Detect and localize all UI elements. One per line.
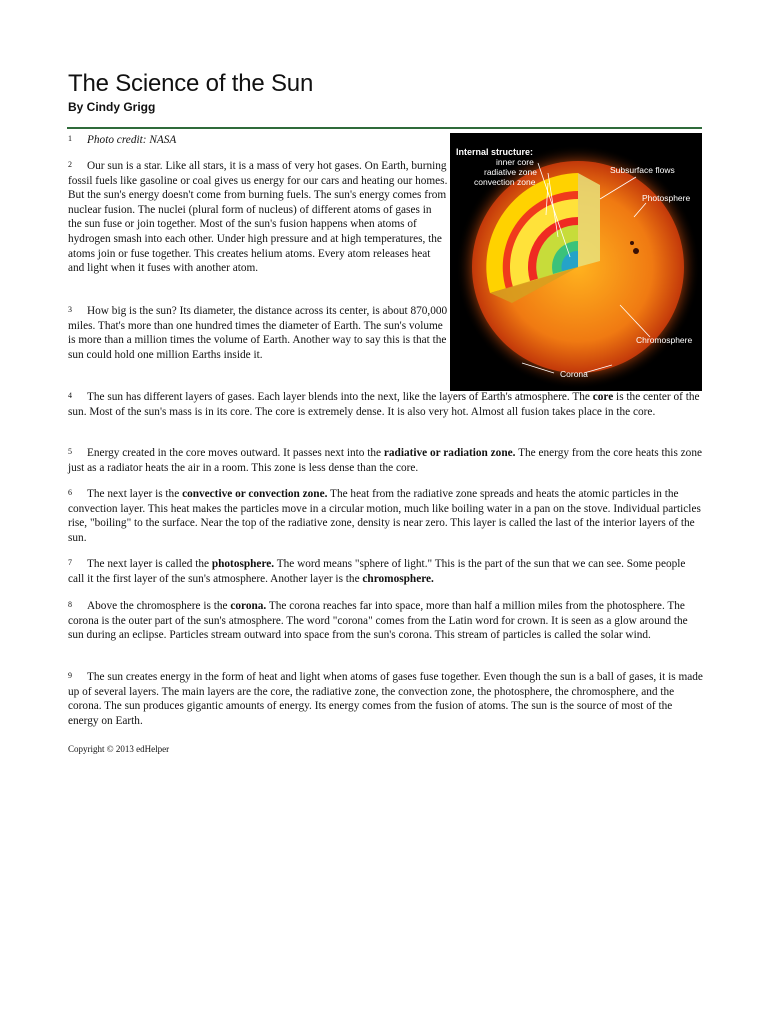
paragraph-text: The energy from the core heats this zone just as a radiator heats the air in a room. This zone is less dense than the core.: [68, 447, 702, 474]
paragraph-2: [68, 159, 448, 276]
paragraph-number: 1: [68, 134, 72, 143]
paragraph-number: 8: [68, 600, 72, 609]
paragraph-text: How big is the sun? Its diameter, the distance across its center, is about 870,000 miles. That's more than one hundred times the diameter of Earth. The sun's volume is more than a million times the volume of Earth. Another way to say this is that the sun could hold one million Earths inside it.: [68, 305, 448, 361]
label-chromosphere: Chromosphere: [636, 335, 693, 345]
paragraph-text: The sun creates energy in the form of heat and light when atoms of gases fuse together. Even though the sun is a ball of gases, it is made up of several layers. The main layers are the core, the radiative zone, the convection zone, the photosphere, the chromosphere, and the corona. The sun produces gigantic amounts of energy. Its energy comes from the fusion of atoms. The sun is the source of most of the energy on Earth.: [68, 671, 703, 727]
paragraph-number: 3: [68, 305, 72, 314]
label-inner-core: inner core: [496, 157, 534, 167]
photo-credit: Photo credit: NASA: [87, 134, 177, 146]
label-subsurface-flows: Subsurface flows: [610, 165, 675, 175]
paragraph-text: Energy created in the core moves outward. It passes next into the: [87, 447, 384, 459]
paragraph-text: Above the chromosphere is the: [87, 600, 231, 612]
term-chromosphere: chromosphere.: [362, 572, 434, 585]
paragraph-6: [68, 487, 704, 545]
term-corona: corona.: [230, 600, 267, 612]
paragraph-1: [68, 133, 448, 148]
paragraph-text: The sun has different layers of gases. Each layer blends into the next, like the layers of Earth's atmosphere. The: [87, 391, 593, 403]
paragraph-7: [68, 557, 704, 586]
term-convection-zone: convective or convection zone.: [182, 488, 328, 500]
term-core: core: [592, 391, 614, 403]
paragraph-5: [68, 446, 704, 475]
paragraph-text: The heat from the radiative zone spreads and heats the atomic particles in the convection layer. This heat makes the particles move in a circular motion, much like boiling water in a pan on the stove. Individual particles rise, "boiling" to the surface. Near the top of the radiative zone, density is near zero. This layer is called the last of the interior layers of the sun.: [68, 488, 701, 544]
paragraph-text: The word means "sphere of light." This is the part of the sun that we can see. Some people call it the first layer of the sun's atmosphere. Another layer is the: [68, 558, 686, 585]
label-radiative-zone: radiative zone: [484, 167, 537, 177]
paragraph-3: [68, 304, 448, 362]
paragraph-4: [68, 390, 704, 419]
sun-structure-diagram: [450, 133, 702, 391]
paragraph-number: 7: [68, 558, 72, 567]
byline: By Cindy Grigg: [68, 100, 156, 114]
term-photosphere: photosphere.: [211, 558, 275, 570]
paragraph-text: is the center of the sun. Most of the sun's mass is in its core. The core is extremely dense. It is also very hot. Almost all fusion takes place in the core.: [68, 391, 700, 418]
label-corona: Corona: [560, 369, 588, 379]
label-internal-structure: Internal structure:: [456, 147, 534, 157]
label-convection-zone: convection zone: [474, 177, 536, 187]
paragraph-text: The corona reaches far into space, more than half a million miles from the photosphere. The corona is the outer part of the sun's atmosphere. The word "corona" comes from the Latin word for crown. It is seen as a glow around the sun during an eclipse. Particles stream outward into space from the sun's corona. This stream of particles is called the solar wind.: [68, 600, 688, 642]
paragraph-number: 6: [68, 488, 72, 497]
paragraph-number: 2: [68, 160, 72, 169]
paragraph-number: 4: [68, 391, 72, 400]
sunspot: [630, 241, 634, 245]
paragraph-number: 5: [68, 447, 72, 456]
page-title: The Science of the Sun: [68, 70, 314, 97]
sunspot: [633, 248, 639, 254]
copyright-notice: Copyright © 2013 edHelper: [68, 744, 170, 754]
title-divider: [67, 127, 702, 129]
paragraph-text: Our sun is a star. Like all stars, it is a mass of very hot gases. On Earth, burning fossil fuels like gasoline or coal gives us energy for our cars and heating our homes. But the sun's energy doesn't come from burning fuels. The sun's energy comes from nuclear fusion. The nuclei (plural form of nucleus) of different atoms of gases in the sun fuse or join together. Most of the sun's fusion happens when atoms of hydrogen smash into each other. Under high pressure and at high temperatures, the atoms join or fuse together. This creates helium atoms. Every atom releases heat and light when it fuses with another atom.: [68, 160, 448, 275]
paragraph-9: [68, 670, 704, 728]
term-radiative-zone: radiative or radiation zone.: [383, 447, 516, 459]
label-photosphere: Photosphere: [642, 193, 691, 203]
paragraph-8: [68, 599, 704, 643]
paragraph-text: The next layer is the: [87, 488, 183, 500]
sun-diagram-svg: [450, 133, 702, 391]
paragraph-text: The next layer is called the: [87, 558, 212, 570]
paragraph-number: 9: [68, 671, 72, 680]
wedge-side-right: [578, 173, 600, 267]
